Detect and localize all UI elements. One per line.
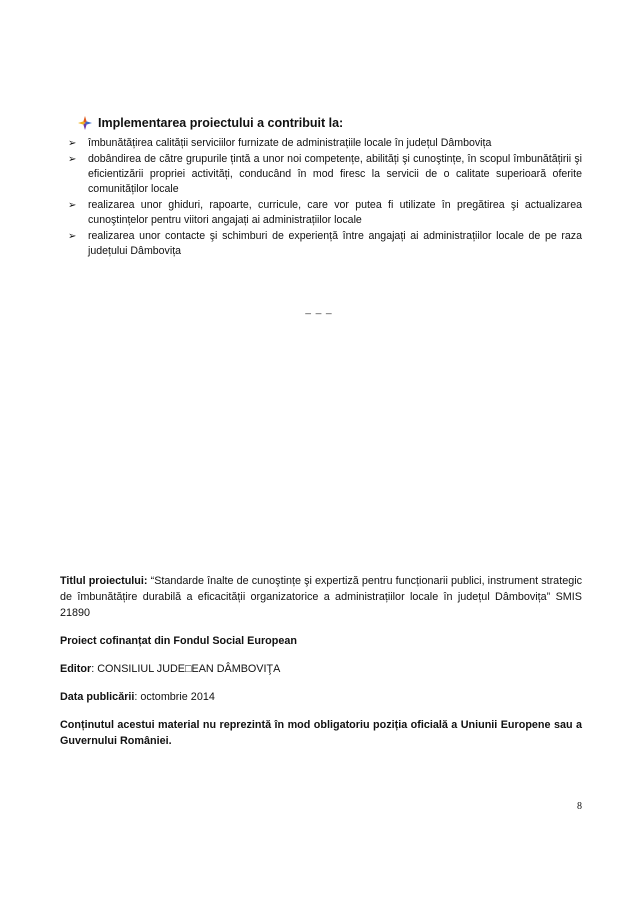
- editor-label: Editor: [60, 663, 92, 675]
- arrow-bullet-icon: ➢: [68, 154, 77, 165]
- contribution-list: [66, 136, 582, 260]
- cofinance-note: Proiect cofinanțat din Fondul Social European: [60, 635, 297, 647]
- date-value: : octombrie 2014: [134, 691, 215, 703]
- disclaimer: Conținutul acestui material nu reprezintă în mod obligatoriu poziția oficială a Uniunii Europene sau a Guvernului României.: [60, 719, 582, 747]
- list-item: [66, 229, 582, 259]
- list-item-text: realizarea unor contacte şi schimburi de experiență între angajați ai administrațiilor locale de pe raza județului Dâmbovița: [88, 230, 582, 257]
- editor-line: [60, 661, 582, 677]
- arrow-bullet-icon: ➢: [68, 200, 77, 211]
- list-item-text: realizarea unor ghiduri, rapoarte, curricule, care vor putea fi utilizate în pregătirea şi actualizarea cunoştințelor pentru viitori angajați ai administrațiilor locale: [88, 199, 582, 226]
- multicolor-star-bullet-icon: [78, 116, 92, 130]
- section-heading-text: Implementarea proiectului a contribuit la:: [98, 116, 344, 130]
- list-item: [66, 198, 582, 228]
- list-item: [66, 152, 582, 197]
- section-separator: _ _ _: [305, 304, 333, 315]
- list-item-text: îmbunătățirea calității serviciilor furnizate de administrațiile locale în județul Dâmbovița: [88, 137, 492, 149]
- project-title-value: “Standarde înalte de cunoştințe şi expertiză pentru funcționarii publici, instrument strategic de îmbunătățire durabilă a eficacității organizatorice a administrațiilor locale în județul Dâmbovița” SMIS 21890: [60, 575, 582, 619]
- publication-footer: [60, 573, 582, 761]
- arrow-bullet-icon: ➢: [68, 231, 77, 242]
- arrow-bullet-icon: ➢: [68, 138, 77, 149]
- publication-date: [60, 689, 582, 705]
- section-heading: [78, 116, 343, 130]
- project-title: [60, 573, 582, 621]
- list-item-text: dobândirea de către grupurile țintă a unor noi competențe, abilități şi cunoştințe, în scopul îmbunătățirii şi eficientizării propriei activități, conducând în mod firesc la servicii de o calitate superioară oferite comunităților locale: [88, 153, 582, 195]
- list-item: [66, 136, 582, 151]
- date-label: Data publicării: [60, 691, 135, 703]
- editor-value: : CONSILIUL JUDE□EAN DÂMBOVIŢA: [91, 663, 281, 675]
- project-title-label: Titlul proiectului:: [60, 575, 148, 587]
- page-number: 8: [577, 801, 582, 812]
